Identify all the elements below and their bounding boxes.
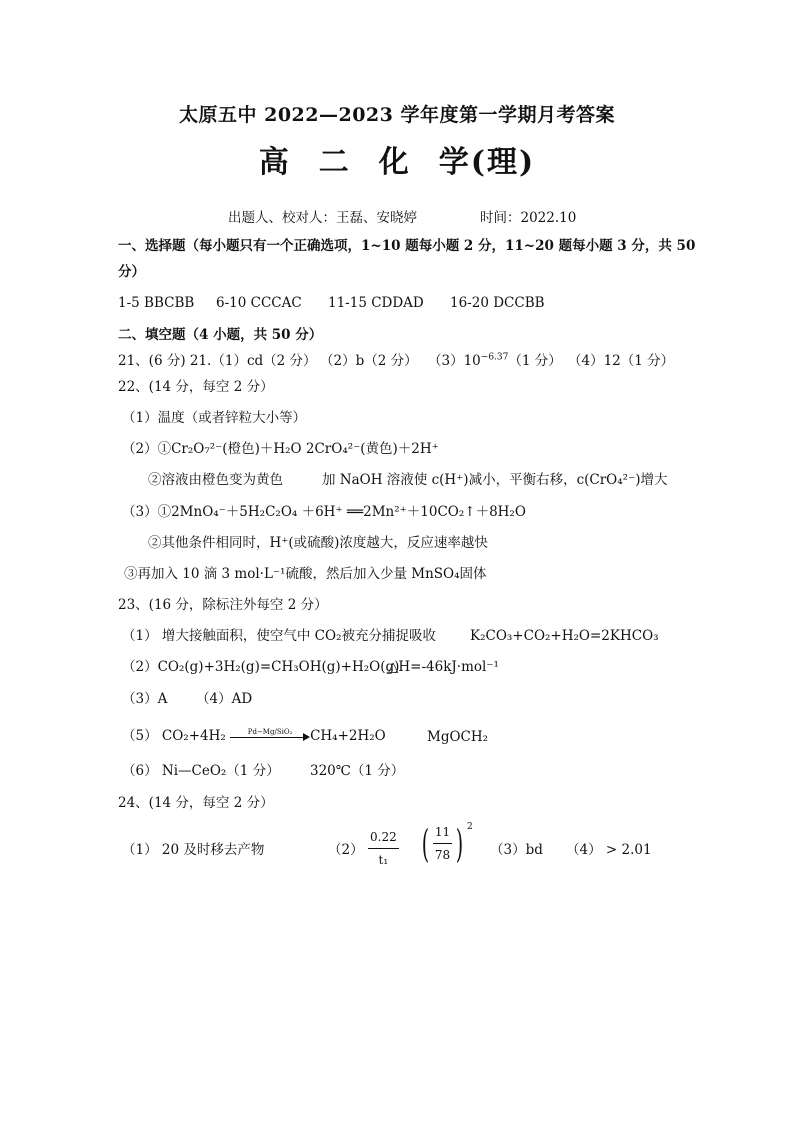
fraction-rate-numerator: 0.22 [370,830,397,844]
q24-answer-2-label: （2） [328,842,364,858]
q22-answer-2-2b: 加 NaOH 溶液使 c(H⁺)减小，平衡右移，c(CrO₄²⁻)增大 [322,472,668,488]
reaction-arrow [230,727,310,744]
subject-char-1: 高 [258,145,291,180]
arrow-shaft [230,737,306,738]
fraction-rate [368,828,399,869]
subject-title [0,137,794,181]
q23-answer-6b: 320℃（1 分） [310,763,405,779]
q23-answer-6a: （6） Ni—CeO₂（1 分） [122,763,280,779]
exam-time: 时间：2022.10 [480,210,577,226]
fraction-constant-numerator: 11 [434,825,451,839]
q21-part3-exponent: −6.37 [480,352,509,363]
q23-answer-4: （4）AD [196,691,253,707]
fraction-constant-body: ( $\frac{11}{78}$ ) 2 [421,821,473,866]
q22-heading: 22、(14 分，每空 2 分） [118,379,274,395]
section1-heading-cont: 分） [118,264,145,280]
answer-11-15: 11-15 CDDAD [328,295,424,311]
q23-answer-5-reactants: （5） CO₂+4H₂ [122,728,226,744]
q24-answer-4: （4） > 2.01 [566,842,652,858]
section2-heading: 二、填空题（4 小题，共 50 分） [118,327,323,343]
q23-heading: 23、(16 分，除标注外每空 2 分） [118,597,328,613]
arrow-head [303,733,310,741]
left-parenthesis: ( [421,821,430,866]
q23-answer-5b: MgOCH₂ [427,729,489,745]
fraction-bar [368,848,399,849]
q22-answer-3-2: ②其他条件相同时，H⁺(或硫酸)浓度越大，反应速率越快 [148,535,488,551]
fraction-constant-frac [433,823,452,864]
q21-part4: （4）12（1 分） [568,353,675,369]
q23-answer-3: （3）A [122,691,168,707]
fraction-bar [433,843,452,844]
q21-part2: （2）b（2 分） [320,353,418,369]
fraction-constant [418,823,473,864]
q24-answer-1: （1） 20 及时移去产物 [122,842,265,858]
q23-answer-5-products: CH₄+2H₂O [310,728,386,744]
q22-answer-2-2a: ②溶液由橙色变为黄色 [148,472,283,488]
q21-part3-base: （3）10 [428,353,481,369]
q23-answer-1a: （1） 增大接触面积，使空气中 CO₂被充分捕捉吸收 [122,628,436,644]
q23-answer-2a: （2）CO₂(g)+3H₂(g)=CH₃OH(g)+H₂O(g) [122,659,400,675]
subject-char-4: 学(理) [438,145,536,180]
q24-answer-3: （3）bd [490,842,543,858]
fraction-rate-body [368,828,399,869]
q21-part3 [428,352,562,370]
q22-answer-1: （1）温度（或者锌粒大小等） [122,410,307,426]
reaction-condition: Pd−Mg/SiO₂ [247,727,293,736]
answer-1-5: 1-5 BBCBB [118,295,195,311]
authors-line: 出题人、校对人：王磊、安晓婷 [228,210,417,226]
fraction-rate-denominator: t₁ [378,853,389,867]
q22-answer-3-1: （3）①2MnO₄⁻＋5H₂C₂O₄ ＋6H⁺ ══2Mn²⁺＋10CO₂↑＋8H₂O [122,504,526,520]
q23-answer-5 [122,727,386,745]
q23-answer-1b: K₂CO₃+CO₂+H₂O=2KHCO₃ [470,628,659,644]
subject-char-2: 二 [318,145,351,180]
q22-answer-3-3: ③再加入 10 滴 3 mol·L⁻¹硫酸，然后加入少量 MnSO₄固体 [124,566,487,582]
fraction-constant-denominator: 78 [434,848,451,862]
right-parenthesis: ) [455,821,464,866]
q21-part1: 21、(6 分) 21.（1）cd（2 分） [118,353,317,369]
answer-16-20: 16-20 DCCBB [450,295,545,311]
q24-heading: 24、(14 分，每空 2 分） [118,795,274,811]
q23-answer-2b: △H=-46kJ·mol⁻¹ [388,659,499,675]
section1-heading: 一、选择题（每小题只有一个正确选项，1~10 题每小题 2 分，11~20 题每小题 3 分，共 50 [118,238,696,254]
subject-char-3: 化 [378,145,411,180]
q21-part3-score: （1 分） [508,353,562,369]
q22-answer-2-1: （2）①Cr₂O₇²⁻(橙色)＋H₂O 2CrO₄²⁻(黄色)＋2H⁺ [122,441,439,457]
document-title: 太原五中 2022—2023 学年度第一学期月考答案 [179,104,615,126]
answer-6-10: 6-10 CCCAC [216,295,302,311]
